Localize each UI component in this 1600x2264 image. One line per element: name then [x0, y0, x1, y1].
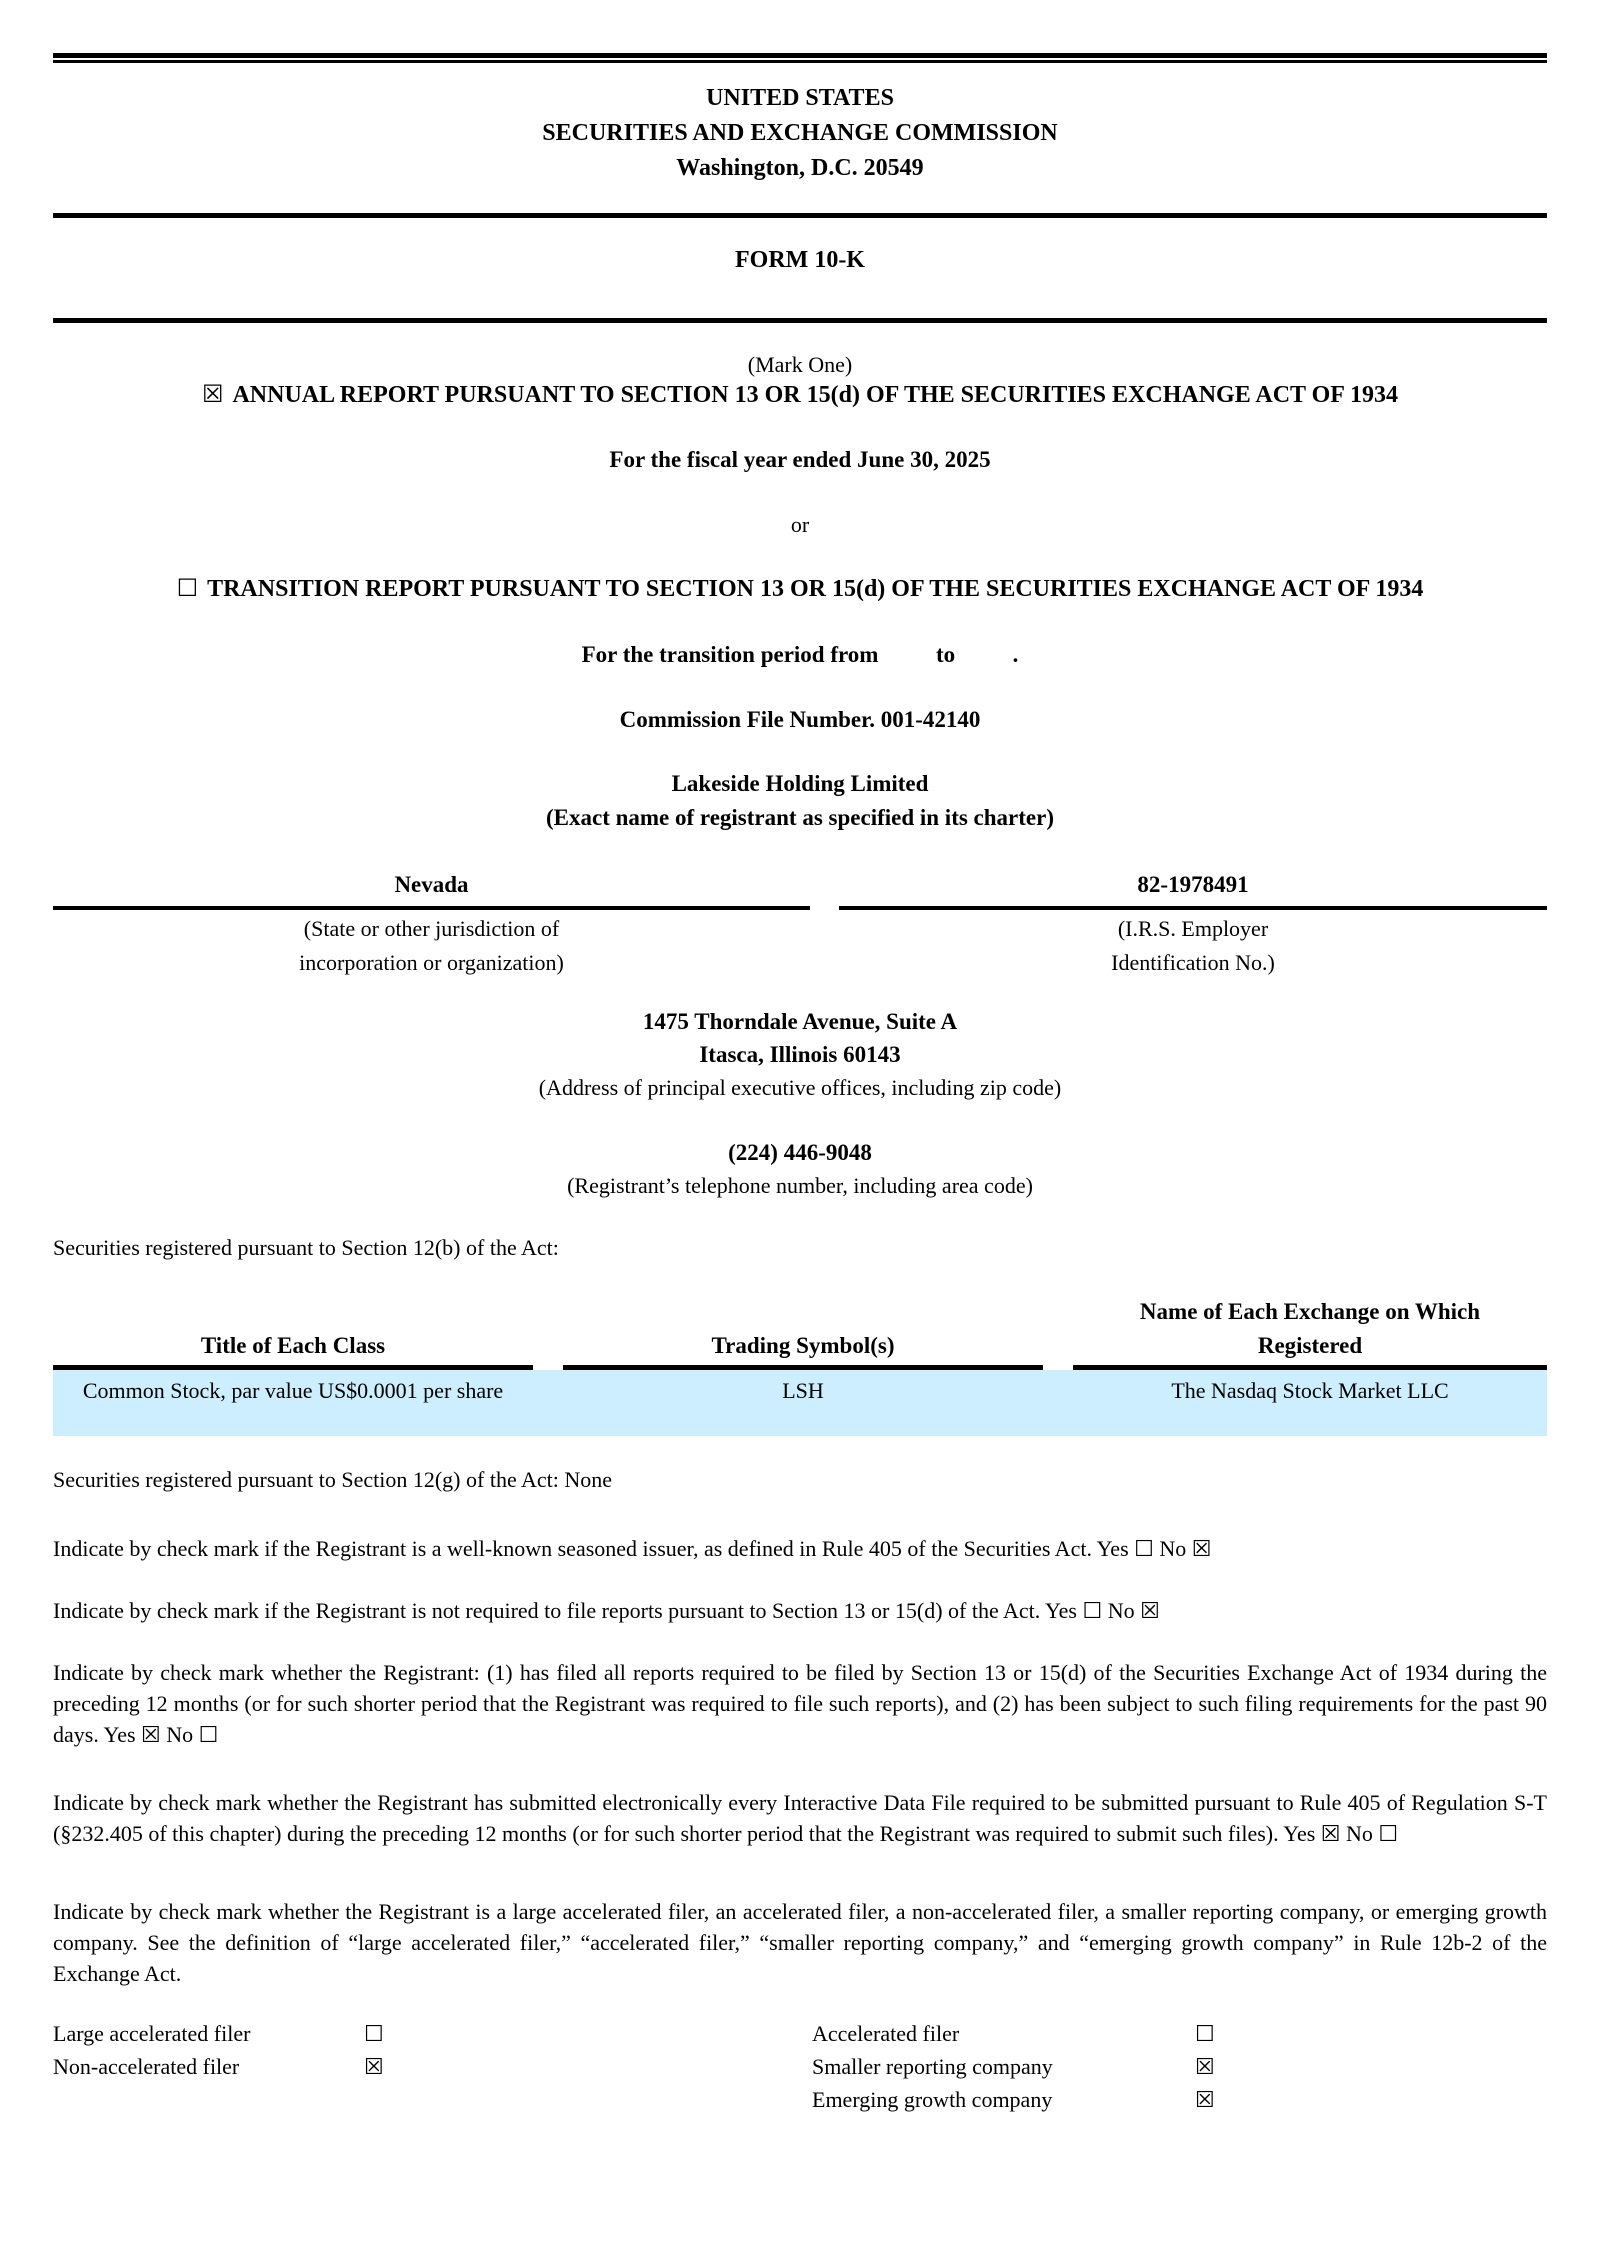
- mark-one-label: (Mark One): [747, 352, 853, 377]
- filer-checkbox-accelerated-unchecked-icon: ☐: [1195, 2021, 1215, 2046]
- securities-registered-table: [53, 1285, 1547, 1436]
- filer-empty-cell: [53, 2083, 364, 2116]
- transition-report-line: [53, 574, 1547, 605]
- filer-label-emerging-growth: Emerging growth company: [812, 2087, 1053, 2112]
- irs-caption-line2: Identification No.): [1111, 950, 1275, 975]
- header-exchange-name-line1: Name of Each Exchange on Which: [1139, 1299, 1481, 1324]
- paragraph-interactive-data: Indicate by check mark whether the Registrant has submitted electronically every Interactive Data File required to be submitted pursuant to Rule 405 of Regulation S-T (§232.405 of this chapter) during the preceding 12 months (or for such shorter period that the Registrant was required to submit such files). Yes ☒ No ☐: [53, 1790, 1547, 1846]
- address-city-state-zip: Itasca, Illinois 60143: [699, 1042, 901, 1067]
- registrant-name: Lakeside Holding Limited: [671, 771, 929, 796]
- filer-label-non-accelerated: Non-accelerated filer: [53, 2054, 240, 2079]
- header-trading-symbols: Trading Symbol(s): [563, 1329, 1043, 1370]
- commission-file-number: Commission File Number. 001-42140: [619, 707, 981, 732]
- annual-report-checkbox-checked-icon: ☒: [201, 382, 224, 408]
- filer-label-accelerated: Accelerated filer: [812, 2021, 960, 2046]
- column-gap: [1043, 1285, 1073, 1370]
- incorporation-state-column: [53, 869, 810, 980]
- top-double-rule: [53, 53, 1547, 63]
- column-gap: [533, 1375, 563, 1427]
- securities-table-header-row: [53, 1285, 1547, 1370]
- section-12g-line: Securities registered pursuant to Section 12(g) of the Act: None: [53, 1467, 613, 1492]
- irs-number-caption: [839, 912, 1547, 980]
- trading-symbol-cell: LSH: [782, 1378, 824, 1403]
- header-exchange-name: [1073, 1295, 1547, 1370]
- filer-label-smaller-reporting: Smaller reporting company: [812, 2054, 1053, 2079]
- header-exchange-name-line2: Registered: [1257, 1333, 1363, 1358]
- paragraph-seasoned-issuer: Indicate by check mark if the Registrant is a well-known seasoned issuer, as defined in Rule 405 of the Securities Act. Yes ☐ No ☒: [53, 1536, 1212, 1561]
- column-gap: [810, 869, 839, 980]
- state-caption-line2: incorporation or organization): [299, 950, 564, 975]
- filer-checkbox-large-accelerated-unchecked-icon: ☐: [364, 2021, 384, 2046]
- principal-office-address-block: [53, 1005, 1547, 1104]
- horizontal-rule-under-header: [53, 213, 1547, 218]
- section-12b-intro: Securities registered pursuant to Section 12(b) of the Act:: [53, 1235, 559, 1260]
- sec-commission-title: SECURITIES AND EXCHANGE COMMISSION: [542, 120, 1058, 146]
- transition-report-checkbox-unchecked-icon: ☐: [176, 576, 199, 602]
- incorporation-state-caption: [53, 912, 810, 980]
- united-states-title: UNITED STATES: [706, 85, 894, 111]
- incorporation-state: Nevada: [53, 869, 810, 910]
- fiscal-year-line: For the fiscal year ended June 30, 2025: [609, 447, 991, 472]
- telephone-caption: (Registrant’s telephone number, including area code): [567, 1173, 1033, 1198]
- registrant-name-caption: (Exact name of registrant as specified in its charter): [545, 805, 1055, 830]
- header-title-of-each-class: Title of Each Class: [53, 1329, 533, 1370]
- state-caption-line1: (State or other jurisdiction of: [303, 916, 560, 941]
- transition-report-text: TRANSITION REPORT PURSUANT TO SECTION 13 OR 15(d) OF THE SECURITIES EXCHANGE ACT OF 1934: [207, 576, 1424, 602]
- telephone-block: [53, 1136, 1547, 1202]
- column-gap: [1043, 1375, 1073, 1427]
- filer-empty-cell: [364, 2083, 812, 2116]
- filer-checkbox-smaller-reporting-checked-icon: ☒: [1195, 2054, 1215, 2079]
- telephone-number: (224) 446-9048: [728, 1140, 872, 1165]
- address-caption: (Address of principal executive offices, including zip code): [538, 1075, 1062, 1100]
- form-type-title: FORM 10-K: [735, 247, 865, 273]
- paragraph-filer-definitions: Indicate by check mark whether the Registrant is a large accelerated filer, an accelerated filer, a non-accelerated filer, a smaller reporting company, or emerging growth company. See the definition of “large accelerated filer,” “accelerated filer,” “smaller reporting company,” and “emerging growth company” in Rule 12b-2 of the Exchange Act.: [53, 1899, 1547, 1986]
- incorporation-irs-section: [53, 869, 1547, 980]
- column-gap: [533, 1285, 563, 1370]
- paragraph-filed-all-reports: Indicate by check mark whether the Registrant: (1) has filed all reports required to be filed by Section 13 or 15(d) of the Securities Exchange Act of 1934 during the preceding 12 months (or for such shorter period that the Registrant was required to file such reports), and (2) has been subject to such filing requirements for the past 90 days. Yes ☒ No ☐: [53, 1660, 1547, 1747]
- filer-checkbox-non-accelerated-checked-icon: ☒: [364, 2054, 384, 2079]
- annual-report-text: ANNUAL REPORT PURSUANT TO SECTION 13 OR 15(d) OF THE SECURITIES EXCHANGE ACT OF 1934: [232, 382, 1399, 408]
- horizontal-rule-under-form-title: [53, 318, 1547, 323]
- sec-address-line: Washington, D.C. 20549: [676, 155, 924, 181]
- irs-caption-line1: (I.R.S. Employer: [1117, 916, 1269, 941]
- irs-number-column: [839, 869, 1547, 980]
- securities-row: [53, 1370, 1547, 1436]
- filer-status-table: [53, 2017, 1547, 2116]
- or-separator: or: [790, 512, 810, 537]
- address-street: 1475 Thorndale Avenue, Suite A: [642, 1009, 958, 1034]
- security-title-cell: Common Stock, par value US$0.0001 per share: [82, 1378, 504, 1403]
- transition-period-line: For the transition period from to .: [581, 642, 1019, 667]
- sec-header-block: [53, 81, 1547, 186]
- annual-report-line: [53, 380, 1547, 411]
- filer-checkbox-emerging-growth-checked-icon: ☒: [1195, 2087, 1215, 2112]
- irs-employer-id-number: 82-1978491: [839, 869, 1547, 910]
- exchange-name-cell: The Nasdaq Stock Market LLC: [1171, 1378, 1449, 1403]
- paragraph-not-required-to-file: Indicate by check mark if the Registrant is not required to file reports pursuant to Section 13 or 15(d) of the Act. Yes ☐ No ☒: [53, 1598, 1160, 1623]
- filer-label-large-accelerated: Large accelerated filer: [53, 2021, 251, 2046]
